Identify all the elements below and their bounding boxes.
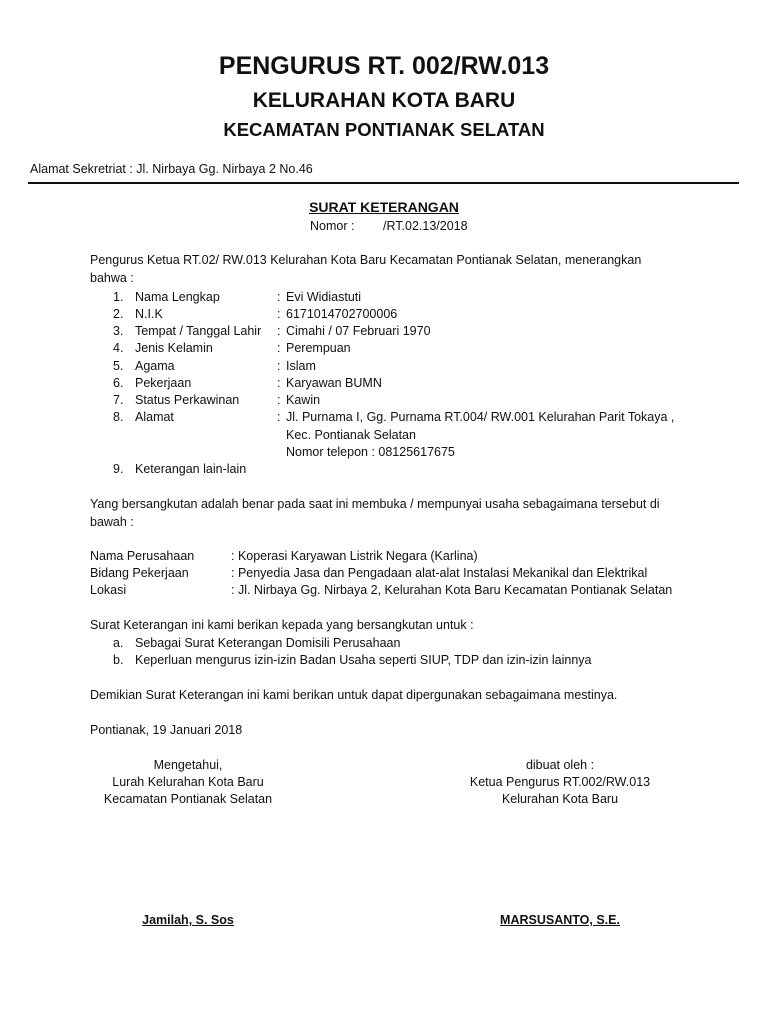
- letterhead-kelurahan: KELURAHAN KOTA BARU: [252, 89, 516, 112]
- item-number: 4.: [113, 341, 124, 355]
- field-value: Karyawan BUMN: [286, 376, 382, 390]
- field-separator: :: [277, 341, 281, 355]
- field-value: Jl. Purnama I, Gg. Purnama RT.004/ RW.001 Kelurahan Parit Tokaya ,: [286, 410, 675, 424]
- field-value-phone: Nomor telepon : 08125617675: [286, 445, 455, 459]
- signature-right-name: MARSUSANTO, S.E.: [500, 913, 620, 927]
- item-number: 6.: [113, 376, 124, 390]
- secretariat-address: Alamat Sekretriat : Jl. Nirbaya Gg. Nirbaya 2 No.46: [30, 162, 313, 176]
- item-number: 2.: [113, 307, 124, 321]
- statement-line-1: Yang bersangkutan adalah benar pada saat ini membuka / mempunyai usaha sebagaimana tersebut di: [90, 497, 660, 511]
- business-value: : Jl. Nirbaya Gg. Nirbaya 2, Kelurahan Kota Baru Kecamatan Pontianak Selatan: [231, 583, 673, 597]
- field-label: N.I.K: [135, 307, 163, 321]
- field-separator: :: [277, 410, 281, 424]
- field-value: Kawin: [286, 393, 321, 407]
- field-value-continued: Kec. Pontianak Selatan: [286, 428, 416, 442]
- field-value: 6171014702700006: [286, 307, 398, 321]
- field-value: Evi Widiastuti: [286, 290, 362, 304]
- signature-left-line-1: Mengetahui,: [153, 758, 223, 772]
- business-label: Lokasi: [90, 583, 127, 597]
- document-number-label: Nomor :: [310, 219, 355, 233]
- signature-left-name: Jamilah, S. Sos: [142, 913, 234, 927]
- item-number: 9.: [113, 462, 124, 476]
- field-value: Perempuan: [286, 341, 351, 355]
- field-separator: :: [277, 307, 281, 321]
- document-title: SURAT KETERANGAN: [309, 199, 459, 215]
- field-label: Nama Lengkap: [135, 290, 220, 304]
- field-value: Cimahi / 07 Februari 1970: [286, 324, 431, 338]
- field-label: Tempat / Tanggal Lahir: [135, 324, 262, 338]
- business-value: : Koperasi Karyawan Listrik Negara (Karlina): [231, 549, 478, 563]
- field-value: Islam: [286, 359, 316, 373]
- letterhead-title: PENGURUS RT. 002/RW.013: [218, 52, 550, 80]
- item-letter: a.: [113, 636, 124, 650]
- field-separator: :: [277, 376, 281, 390]
- intro-line-1: Pengurus Ketua RT.02/ RW.013 Kelurahan Kota Baru Kecamatan Pontianak Selatan, menerangkan: [90, 253, 642, 267]
- signature-right-line-2: Ketua Pengurus RT.002/RW.013: [469, 775, 651, 789]
- signature-right-line-3: Kelurahan Kota Baru: [501, 792, 619, 806]
- item-number: 1.: [113, 290, 124, 304]
- field-separator: :: [277, 324, 281, 338]
- place-date: Pontianak, 19 Januari 2018: [90, 723, 243, 737]
- letterhead-divider: [28, 182, 739, 184]
- field-separator: :: [277, 393, 281, 407]
- item-number: 8.: [113, 410, 124, 424]
- field-label: Agama: [135, 359, 175, 373]
- letterhead-kecamatan: KECAMATAN PONTIANAK SELATAN: [223, 119, 545, 140]
- field-separator: :: [277, 290, 281, 304]
- signature-left-line-3: Kecamatan Pontianak Selatan: [103, 792, 273, 806]
- field-label: Keterangan lain-lain: [135, 462, 247, 476]
- item-letter: b.: [113, 653, 124, 667]
- closing-statement: Demikian Surat Keterangan ini kami berikan untuk dapat dipergunakan sebagaimana mestinya.: [90, 688, 618, 702]
- field-label: Pekerjaan: [135, 376, 192, 390]
- field-separator: :: [277, 359, 281, 373]
- item-text: Keperluan mengurus izin-izin Badan Usaha seperti SIUP, TDP dan izin-izin lainnya: [135, 653, 592, 667]
- business-label: Nama Perusahaan: [90, 549, 195, 563]
- signature-left-line-2: Lurah Kelurahan Kota Baru: [112, 775, 264, 789]
- statement-line-2: bawah :: [90, 515, 134, 529]
- signature-right-line-1: dibuat oleh :: [525, 758, 595, 772]
- purpose-intro: Surat Keterangan ini kami berikan kepada yang bersangkutan untuk :: [90, 618, 474, 632]
- field-label: Alamat: [135, 410, 174, 424]
- item-number: 5.: [113, 359, 124, 373]
- intro-line-2: bahwa :: [90, 271, 134, 285]
- field-label: Status Perkawinan: [135, 393, 240, 407]
- item-number: 7.: [113, 393, 124, 407]
- document-number-value: /RT.02.13/2018: [383, 219, 468, 233]
- business-label: Bidang Pekerjaan: [90, 566, 189, 580]
- item-text: Sebagai Surat Keterangan Domisili Perusahaan: [135, 636, 401, 650]
- business-value: : Penyedia Jasa dan Pengadaan alat-alat Instalasi Mekanikal dan Elektrikal: [231, 566, 648, 580]
- item-number: 3.: [113, 324, 124, 338]
- field-label: Jenis Kelamin: [135, 341, 213, 355]
